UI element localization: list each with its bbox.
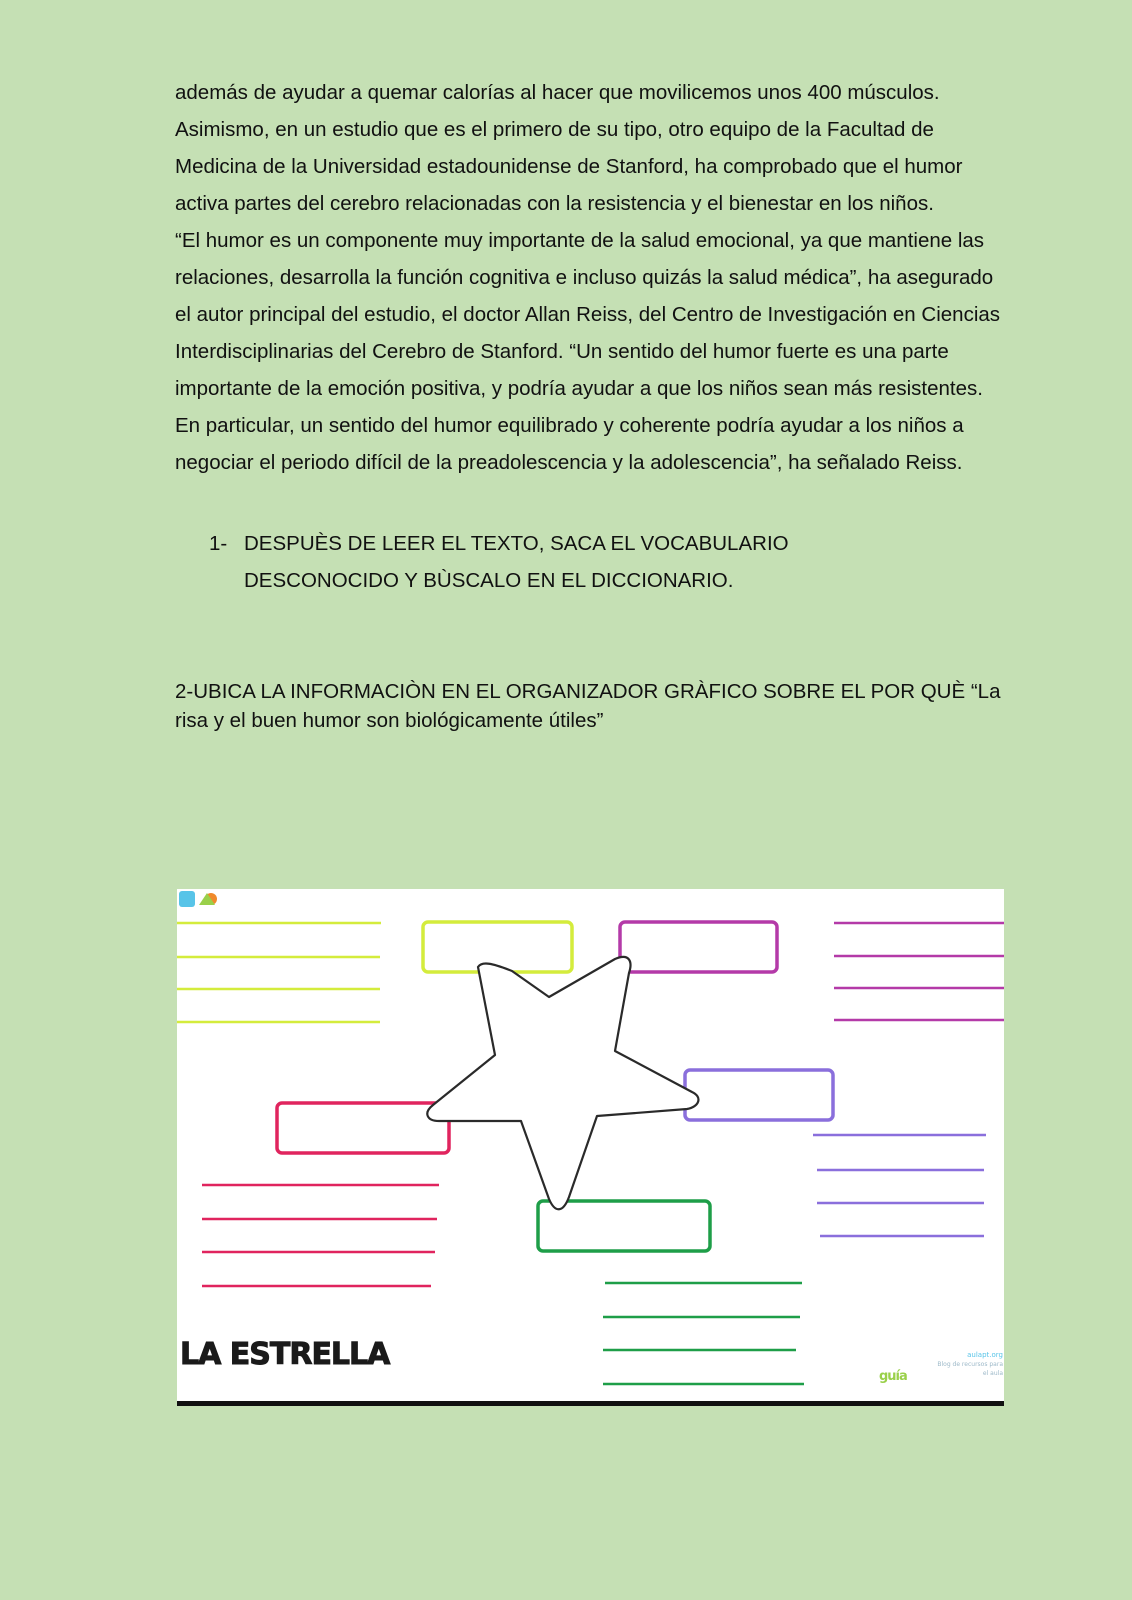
red-box (277, 1103, 449, 1153)
star-graphic-organizer (177, 889, 1004, 1406)
paragraph: además de ayudar a quemar calorías al hacer que movilicemos unos 400 músculos. (175, 81, 940, 104)
watermark-text: Blog de recursos para el aula (937, 1361, 1003, 1377)
question-1-text: DESPUÈS DE LEER EL TEXTO, SACA EL VOCABULARIO DESCONOCIDO Y BÙSCALO EN EL DICCIONARIO. (244, 532, 789, 592)
magenta-lines (834, 923, 1004, 1020)
violet-box (685, 1070, 833, 1120)
magenta-box (620, 922, 777, 972)
document-body (175, 74, 1005, 735)
violet-lines (813, 1135, 986, 1236)
yellow-lines (177, 923, 381, 1022)
green-lines (603, 1283, 804, 1384)
question-1-number: 1- (209, 532, 228, 555)
paragraph: Asimismo, en un estudio que es el primero de su tipo, otro equipo de la Facultad de Medicina de la Universidad estadounidense de Stanford, ha comprobado que el humor activa partes del cerebro relacionadas con la resistencia y el bienestar en los niños. (175, 118, 963, 215)
watermark (937, 1351, 1003, 1378)
watermark-head: aulapt.org (967, 1351, 1003, 1359)
organizer-drawing (177, 889, 1004, 1401)
star-shape (427, 957, 698, 1209)
green-box (538, 1201, 710, 1251)
red-lines (202, 1185, 439, 1286)
question-1 (175, 525, 1005, 599)
paragraph: “El humor es un componente muy importante de la salud emocional, ya que mantiene las relaciones, desarrolla la función cognitiva e incluso quizás la salud médica”, ha asegurado el autor principal del estudio, el doctor Allan Reiss, del Centro de Investigación en Ciencias Interdisciplinarias del Cerebro de Stanford. “Un sentido del humor fuerte es una parte importante de la emoción positiva, y podría ayudar a que los niños sean más resistentes. En particular, un sentido del humor equilibrado y coherente podría ayudar a los niños a negociar el periodo difícil de la preadolescencia y la adolescencia”, ha señalado Reiss. (175, 229, 1001, 474)
yellow-box (423, 922, 572, 972)
question-list (175, 525, 1005, 599)
organizer-title: LA ESTRELLA (180, 1337, 390, 1372)
question-2-text: 2-UBICA LA INFORMACIÒN EN EL ORGANIZADOR GRÀFICO SOBRE EL POR QUÈ “La risa y el buen humor son biológicamente útiles” (175, 680, 1001, 732)
guia-logo-icon (177, 889, 227, 923)
logo-text: guía (879, 1369, 907, 1384)
